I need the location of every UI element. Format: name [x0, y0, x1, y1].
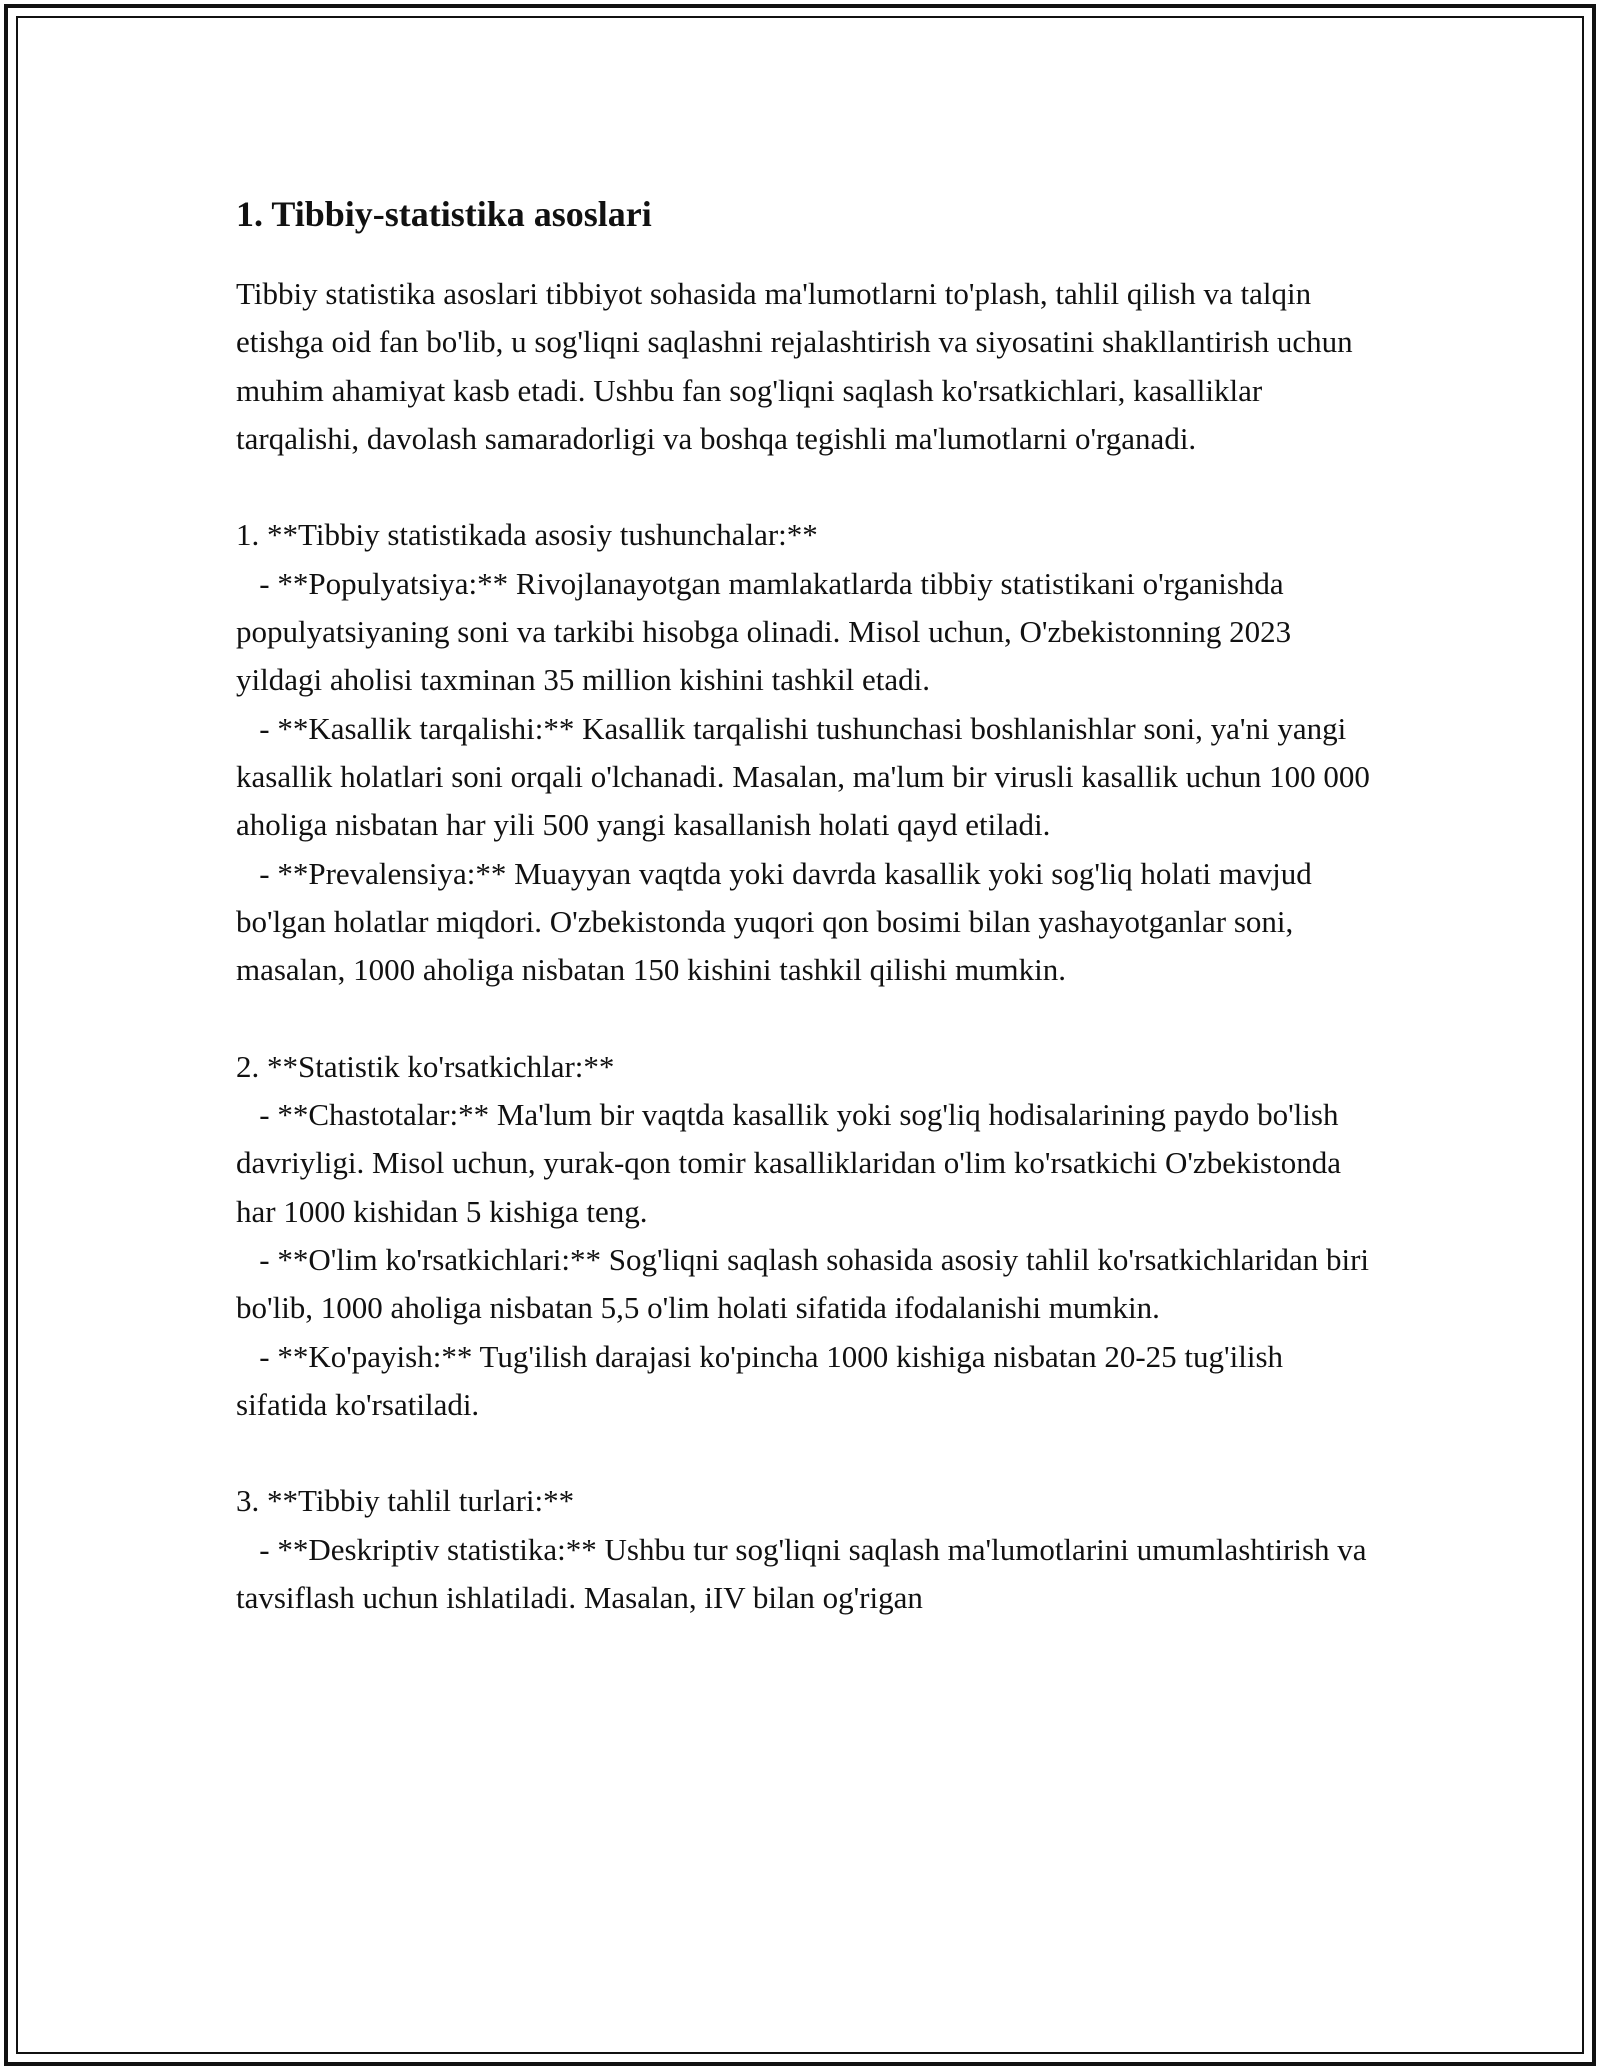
- spacer: [236, 463, 1376, 511]
- document-body: [236, 186, 1376, 1622]
- spacer: [236, 994, 1376, 1042]
- section-2: [236, 1043, 1376, 1429]
- section-heading: 1. **Tibbiy statistikada asosiy tushunchalar:**: [236, 517, 818, 553]
- intro-paragraph: Tibbiy statistika asoslari tibbiyot sohasida ma'lumotlarni to'plash, tahlil qilish va talqin etishga oid fan bo'lib, u sog'liqni saqlashni rejalashtirish va siyosatini shakllantirish uchun muhim ahamiyat kasb etadi. Ushbu fan sog'liqni saqlash ko'rsatkichlari, kasalliklar tarqalishi, davolash samaradorligi va boshqa tegishli ma'lumotlarni o'rganadi.: [236, 276, 1353, 456]
- list-item: - **O'lim ko'rsatkichlari:** Sog'liqni saqlash sohasida asosiy tahlil ko'rsatkichlaridan biri bo'lib, 1000 aholiga nisbatan 5,5 o'lim holati sifatida ifodalanishi mumkin.: [236, 1241, 1377, 1326]
- document-title: 1. Tibbiy-statistika asoslari: [236, 194, 652, 234]
- list-item: - **Kasallik tarqalishi:** Kasallik tarqalishi tushunchasi boshlanishlar soni, ya'ni yangi kasallik holatlari soni orqali o'lchanadi. Masalan, ma'lum bir virusli kasallik uchun 100 000 aholiga nisbatan har yili 500 yangi kasallanish holati qayd etiladi.: [236, 710, 1378, 843]
- list-item: - **Deskriptiv statistika:** Ushbu tur sog'liqni saqlash ma'lumotlarini umumlashtirish va tavsiflash uchun ishlatiladi. Masalan, iIV bilan og'rigan: [236, 1531, 1375, 1616]
- section-3: [236, 1477, 1376, 1622]
- section-heading: 3. **Tibbiy tahlil turlari:**: [236, 1483, 575, 1519]
- list-item: - **Prevalensiya:** Muayyan vaqtda yoki davrda kasallik yoki sog'liq holati mavjud bo'lgan holatlar miqdori. O'zbekistonda yuqori qon bosimi bilan yashayotganlar soni, masalan, 1000 aholiga nisbatan 150 kishini tashkil qilishi mumkin.: [236, 855, 1320, 988]
- list-item: - **Chastotalar:** Ma'lum bir vaqtda kasallik yoki sog'liq hodisalarining paydo bo'lish davriyligi. Misol uchun, yurak-qon tomir kasalliklaridan o'lim ko'rsatkichi O'zbekistonda har 1000 kishidan 5 kishiga teng.: [236, 1097, 1349, 1229]
- list-item: - **Ko'payish:** Tug'ilish darajasi ko'pincha 1000 kishiga nisbatan 20-25 tug'ilish sifatida ko'rsatiladi.: [236, 1338, 1291, 1422]
- section-1: [236, 511, 1376, 994]
- section-heading: 2. **Statistik ko'rsatkichlar:**: [236, 1048, 615, 1084]
- list-item: - **Populyatsiya:** Rivojlanayotgan mamlakatlarda tibbiy statistikani o'rganishda populyatsiyaning soni va tarkibi hisobga olinadi. Misol uchun, O'zbekistonning 2023 yildagi aholisi taxminan 35 million kishini tashkil etadi.: [236, 565, 1299, 698]
- spacer: [236, 1429, 1376, 1477]
